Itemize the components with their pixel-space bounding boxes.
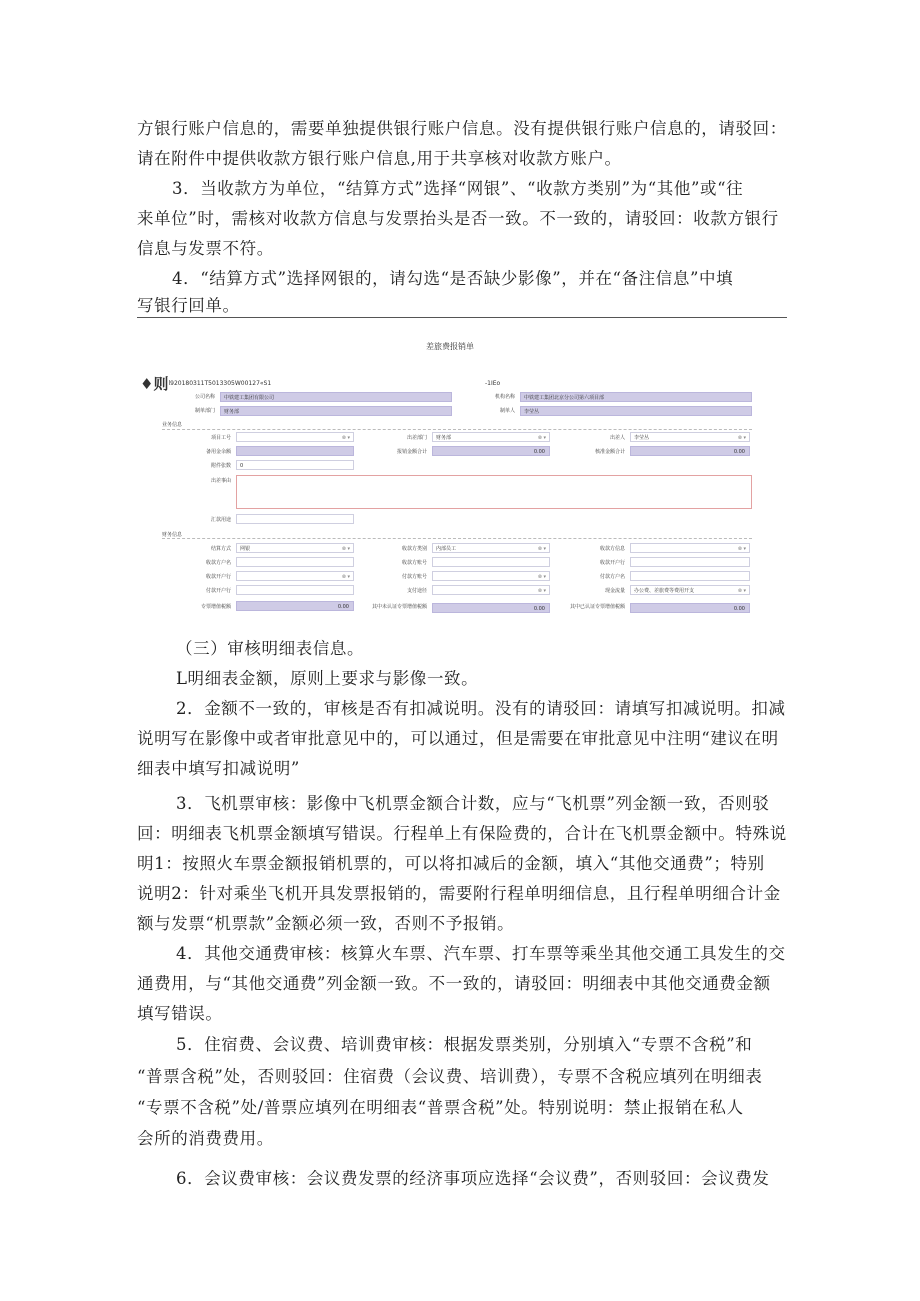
dropdown-icon: ⊗ ▾ — [341, 574, 350, 580]
paragraph-line: 3．当收款方为单位，“结算方式”选择“网银”、“收款方类别”为“其他”或“往 — [172, 179, 744, 198]
paragraph-line: 填写错误。 — [137, 1004, 223, 1023]
payee-type-label: 收款方类别 — [401, 546, 427, 552]
cert-label: 其中已认证专票增值税额 — [569, 604, 625, 610]
cert-field: 0.00 — [630, 603, 750, 613]
reserve-field — [236, 446, 354, 456]
paragraph-line: 6．会议费审核：会议费发票的经济事项应选择“会议费”，否则驳回：会议费发 — [176, 1169, 770, 1188]
reason-textarea[interactable] — [236, 475, 752, 509]
paragraph-line: 2．金额不一致的，审核是否有扣减说明。没有的请驳回：请填写扣减说明。扣减 — [176, 699, 786, 718]
project-label: 项目工号 — [210, 435, 231, 441]
payee-acct-input[interactable] — [432, 557, 550, 567]
org-field: 中铁建工集团北京分公司第六项目部 — [520, 392, 752, 402]
company-label: 公司名称 — [194, 394, 215, 400]
dropdown-icon: ⊗ ▾ — [537, 546, 546, 552]
approved-total-field: 0.00 — [630, 446, 750, 456]
payee-bank2-label: 收款开户行 — [205, 574, 231, 580]
cash-flow-value: 办公费、差旅费等费用开支 — [634, 588, 695, 594]
reserve-label: 备用金余额 — [205, 449, 231, 455]
settle-select[interactable] — [236, 543, 354, 553]
horizontal-rule — [137, 317, 787, 318]
payee-bank-label: 收款开户行 — [599, 560, 625, 566]
trip-dept-select[interactable] — [432, 432, 550, 442]
paragraph-line: 3．飞机票审核：影像中飞机票金额合计数，应与“飞机票”列金额一致，否则驳 — [176, 794, 770, 813]
traveler-label: 出差人 — [609, 435, 625, 441]
paragraph-line: 4．“结算方式”选择网银的，请勾选“是否缺少影像”，并在“备注信息”中填 — [172, 269, 734, 288]
payer-acct-select[interactable] — [432, 571, 550, 581]
doc-number-text: l920180311T5013305W00127«S1 — [168, 380, 272, 387]
travel-expense-form — [140, 335, 760, 625]
section-heading: （三）审核明细表信息。 — [176, 639, 365, 658]
payee-type-select[interactable] — [432, 543, 550, 553]
attach-label: 附件张数 — [210, 463, 231, 469]
trip-dept-value: 财务部 — [436, 435, 452, 441]
status-text: -1IEo — [485, 380, 501, 387]
dropdown-icon: ⊗ ▾ — [737, 546, 746, 552]
paragraph-line: 方银行账户信息的，需要单独提供银行账户信息。没有提供银行账户信息的，请驳回： — [137, 119, 787, 138]
payer-bank-input[interactable] — [236, 585, 354, 595]
reimb-total-field: 0.00 — [432, 446, 550, 456]
payee-bank-input[interactable] — [630, 557, 750, 567]
section-divider — [162, 538, 752, 539]
uncert-field: 0.00 — [432, 603, 550, 613]
approved-total-label: 核准金额合计 — [594, 449, 625, 455]
payee-acct-label: 收款方账号 — [401, 560, 427, 566]
org-label: 机构名称 — [494, 394, 515, 400]
uncert-label: 其中未认证专票增值税额 — [371, 604, 427, 610]
paragraph-line: 回：明细表飞机票金额填写错误。行程单上有保险费的，合计在飞机票金额中。特殊说 — [137, 824, 787, 843]
payee-name-label: 收款方户名 — [205, 560, 231, 566]
paragraph-line: 细表中填写扣减说明” — [137, 759, 300, 778]
payee-name-input[interactable] — [236, 557, 354, 567]
paragraph-line: 额与发票“机票款”金额必须一致，否则不予报销。 — [137, 914, 515, 933]
paragraph-line: 写银行回单。 — [137, 296, 240, 315]
paragraph-line: 会所的消费费用。 — [137, 1129, 274, 1148]
trip-dept-label: 出差部门 — [406, 435, 427, 441]
paragraph-line: 5．住宿费、会议费、培训费审核：根据发票类别，分别填入“专票不含税”和 — [176, 1035, 753, 1054]
paragraph-line: L明细表金额，原则上要求与影像一致。 — [176, 669, 479, 688]
section-finance: 财务信息 — [162, 532, 183, 538]
section-business: 业务信息 — [162, 422, 183, 428]
paragraph-line: 通费用，与“其他交通费”列金额一致。不一致的，请驳回：明细表中其他交通费金额 — [137, 974, 771, 993]
maker-field: 李莹丛 — [520, 406, 752, 416]
payer-name-label: 付款方户名 — [599, 574, 625, 580]
traveler-value: 李莹丛 — [634, 435, 650, 441]
company-field: 中铁建工集团有限公司 — [220, 392, 452, 402]
maker-label: 制单人 — [499, 408, 515, 414]
paragraph-line: “普票含税”处，否则驳回：住宿费（会议费、培训费），专票不含税应填列在明细表 — [137, 1067, 763, 1086]
dropdown-icon: ⊗ ▾ — [341, 546, 350, 552]
dropdown-icon: ⊗ ▾ — [537, 435, 546, 441]
section-divider — [162, 429, 752, 430]
dept-field: 财务部 — [220, 406, 452, 416]
payer-bank-label: 付款开户行 — [205, 588, 231, 594]
payee-info-label: 收款方信息 — [599, 546, 625, 552]
doc-marker: ♦则 — [140, 375, 169, 393]
paragraph-line: 4．其他交通费审核：核算火车票、汽车票、打车票等乘坐其他交通工具发生的交 — [176, 944, 786, 963]
dropdown-icon: ⊗ ▾ — [537, 574, 546, 580]
attach-input[interactable]: 0 — [236, 460, 354, 470]
project-select[interactable] — [236, 432, 354, 442]
remit-label: 汇款用途 — [210, 517, 231, 523]
dropdown-icon: ⊗ ▾ — [737, 435, 746, 441]
document-number — [140, 373, 271, 394]
settle-label: 结算方式 — [210, 546, 231, 552]
payee-bank2-select[interactable] — [236, 571, 354, 581]
vat-field: 0.00 — [236, 601, 354, 611]
payee-type-value: 内部员工 — [436, 546, 457, 552]
cash-flow-label: 现金流量 — [604, 588, 625, 594]
payer-name-input[interactable] — [630, 571, 750, 581]
dropdown-icon: ⊗ ▾ — [341, 435, 350, 441]
paragraph-line: “专票不含税”处/普票应填列在明细表“普票含税”处。特别说明：禁止报销在私人 — [137, 1098, 744, 1117]
dropdown-icon: ⊗ ▾ — [737, 588, 746, 594]
paragraph-line: 说明写在影像中或者审批意见中的，可以通过，但是需要在审批意见中注明“建议在明 — [137, 729, 779, 748]
payer-acct-label: 付款方账号 — [401, 574, 427, 580]
vat-label: 专票增值税额 — [200, 604, 231, 610]
reason-label: 出差事由 — [210, 478, 231, 484]
paragraph-line: 请在附件中提供收款方银行账户信息,用于共享核对收款方账户。 — [137, 149, 622, 168]
traveler-select[interactable] — [630, 432, 750, 442]
cash-flow-select[interactable] — [630, 585, 750, 595]
paragraph-line: 来单位”时，需核对收款方信息与发票抬头是否一致。不一致的，请驳回：收款方银行 — [137, 209, 779, 228]
payee-info-select[interactable] — [630, 543, 750, 553]
paragraph-line: 说明2：针对乘坐飞机开具发票报销的，需要附行程单明细信息，且行程单明细合计金 — [137, 884, 781, 903]
form-title: 差旅费报销单 — [426, 342, 474, 351]
paragraph-line: 明1：按照火车票金额报销机票的，可以将扣减后的金额，填入“其他交通费”；特别 — [137, 854, 765, 873]
dept-label: 制单部门 — [194, 408, 215, 414]
settle-value: 网银 — [240, 546, 251, 552]
paragraph-line: 信息与发票不符。 — [137, 239, 274, 258]
pay-channel-select[interactable] — [432, 585, 550, 595]
pay-channel-label: 支付途径 — [406, 588, 427, 594]
dropdown-icon: ⊗ ▾ — [537, 588, 546, 594]
reimb-total-label: 报销金额合计 — [396, 449, 427, 455]
remit-input[interactable] — [236, 514, 354, 524]
